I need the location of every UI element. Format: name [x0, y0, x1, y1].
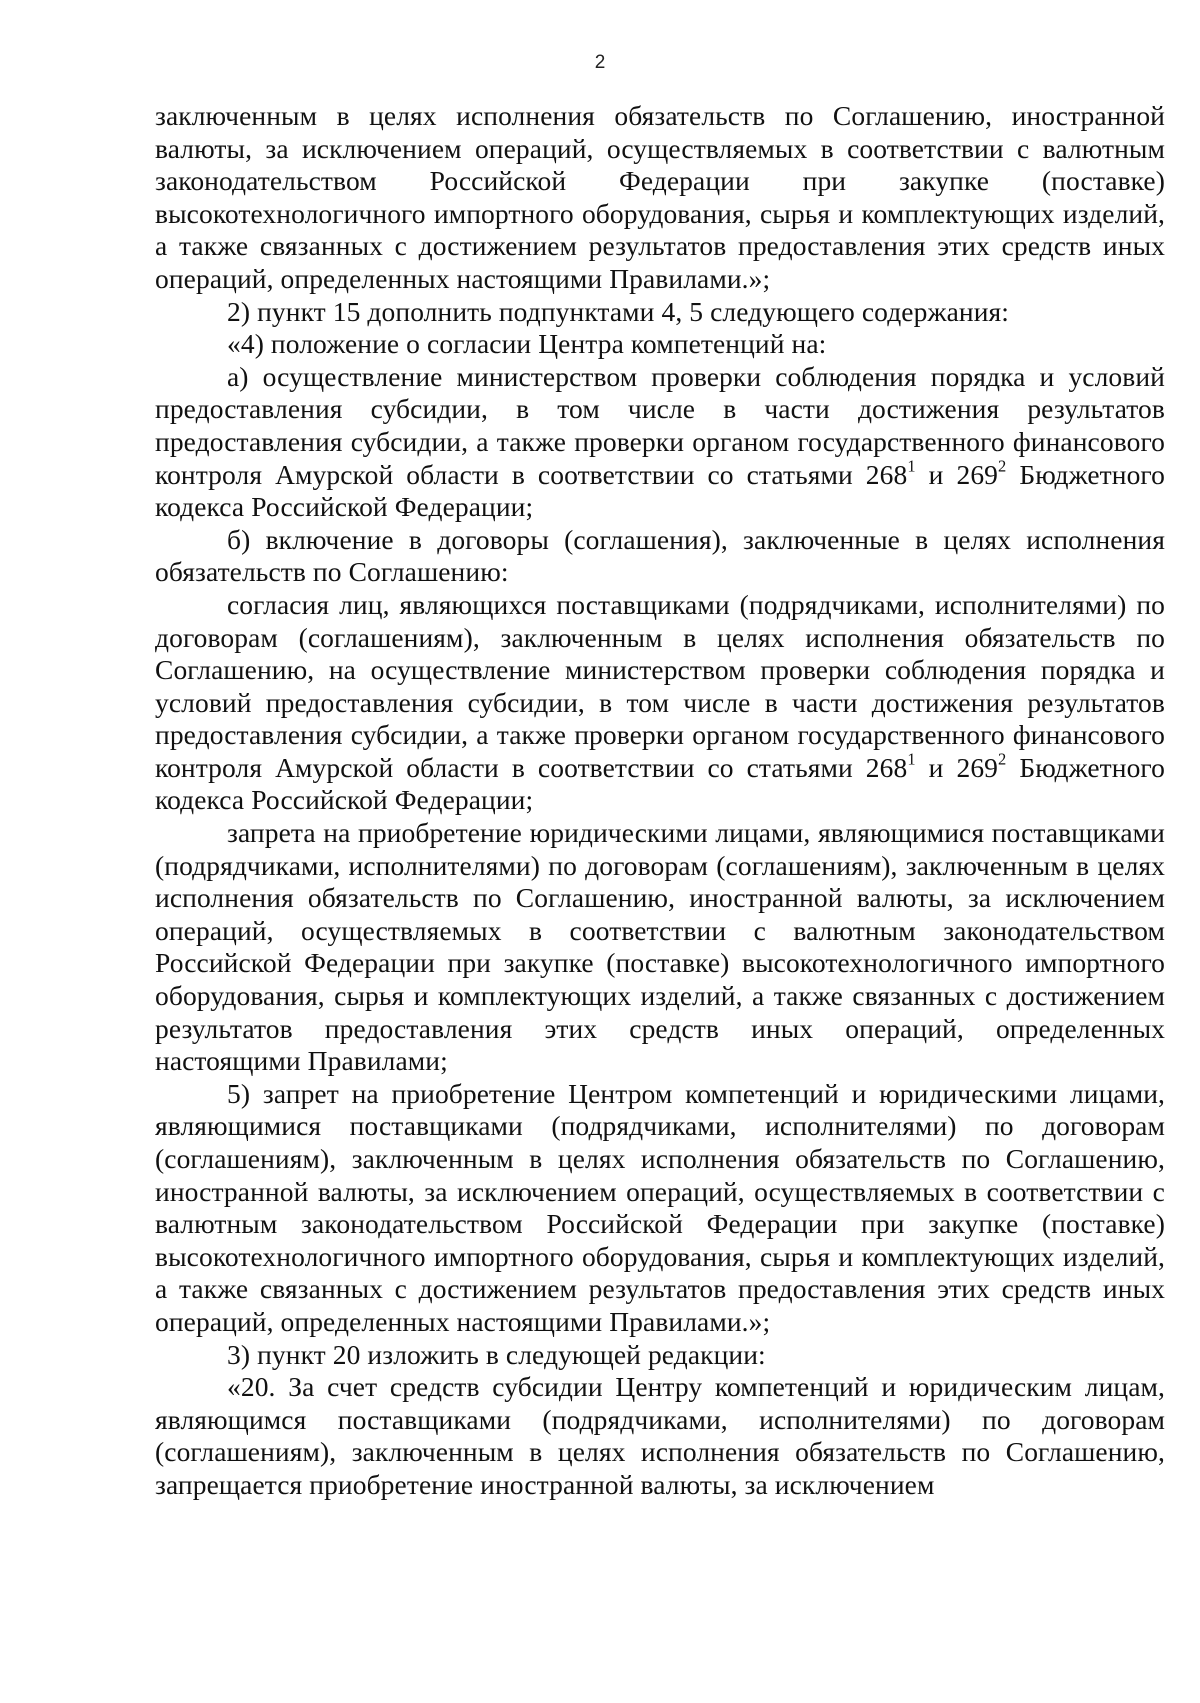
paragraph-subitem-5: 5) запрет на приобретение Центром компетенций и юридическими лицами, являющимися поставщиками (подрядчиками, исполнителями) по договорам (соглашениям), заключенным в целях исполнения обязательств по Соглашению, иностранной валюты, за исключением операций, осуществляемых в соответствии с валютным законодательством Российской Федерации при закупке (поставке) высокотехнологичного импортного оборудования, сырья и комплектующих изделий, а также связанных с достижением результатов предоставления этих средств иных операций, определенных настоящими Правилами.»;	[155, 1077, 1165, 1337]
paragraph-item-3: 3) пункт 20 изложить в следующей редакции:	[227, 1338, 766, 1370]
paragraph-prohibition: запрета на приобретение юридическими лицами, являющимися поставщиками (подрядчиками, исполнителями) по договорам (соглашениям), заключенным в целях исполнения обязательств по Соглашению, иностранной валюты, за исключением операций, осуществляемых в соответствии с валютным законодательством Российской Федерации при закупке (поставке) высокотехнологичного импортного оборудования, сырья и комплектующих изделий, а также связанных с достижением результатов предоставления этих средств иных операций, определенных настоящими Правилами;	[155, 817, 1165, 1077]
paragraph-consent-text-3: Бюджетного кодекса Российской Федерации;	[155, 751, 1165, 816]
superscript-2: 2	[998, 456, 1007, 476]
paragraph-subitem-a-text-3: Бюджетного кодекса Российской Федерации;	[155, 458, 1165, 523]
paragraph-consent-text: согласия лиц, являющихся поставщиками (подрядчиками, исполнителями) по договорам (соглашениям), заключенным в целях исполнения обязательств по Соглашению, на осуществление министерством проверки соблюдения порядка и условий предоставления субсидии, в том числе в части достижения результатов предоставления субсидии, а также проверки органом государственного финансового контроля Амурской области в соответствии со статьями 268	[155, 588, 1165, 783]
paragraph-continuation: заключенным в целях исполнения обязательств по Соглашению, иностранной валюты, за исключением операций, осуществляемых в соответствии с валютным законодательством Российской Федерации при закупке (поставке) высокотехнологичного импортного оборудования, сырья и комплектующих изделий, а также связанных с достижением результатов предоставления этих средств иных операций, определенных настоящими Правилами.»;	[155, 100, 1165, 294]
page-number: 2	[594, 52, 606, 73]
superscript-1: 1	[907, 456, 916, 476]
paragraph-consent-text-2: и 269	[915, 751, 999, 783]
superscript-1: 1	[907, 749, 916, 769]
paragraph-subitem-a-text: а) осуществление министерством проверки соблюдения порядка и условий предоставления субсидии, в том числе в части достижения результатов предоставления субсидии, а также проверки органом государственного финансового контроля Амурской области в соответствии со статьями 268	[155, 360, 1165, 490]
paragraph-item-2: 2) пункт 15 дополнить подпунктами 4, 5 следующего содержания:	[227, 295, 1009, 327]
paragraph-point-20: «20. За счет средств субсидии Центру компетенций и юридическим лицам, являющимся поставщиками (подрядчиками, исполнителями) по договорам (соглашениям), заключенным в целях исполнения обязательств по Соглашению, запрещается приобретение иностранной валюты, за исключением	[155, 1371, 1165, 1500]
paragraph-subitem-a	[155, 361, 1165, 524]
paragraph-subitem-a-text-2: и 269	[915, 458, 999, 490]
document-body	[155, 100, 1165, 1502]
paragraph-consent	[155, 589, 1165, 817]
superscript-2: 2	[998, 749, 1007, 769]
paragraph-subitem-4: «4) положение о согласии Центра компетенций на:	[227, 328, 827, 360]
paragraph-subitem-b: б) включение в договоры (соглашения), заключенные в целях исполнения обязательств по Соглашению:	[155, 523, 1165, 588]
